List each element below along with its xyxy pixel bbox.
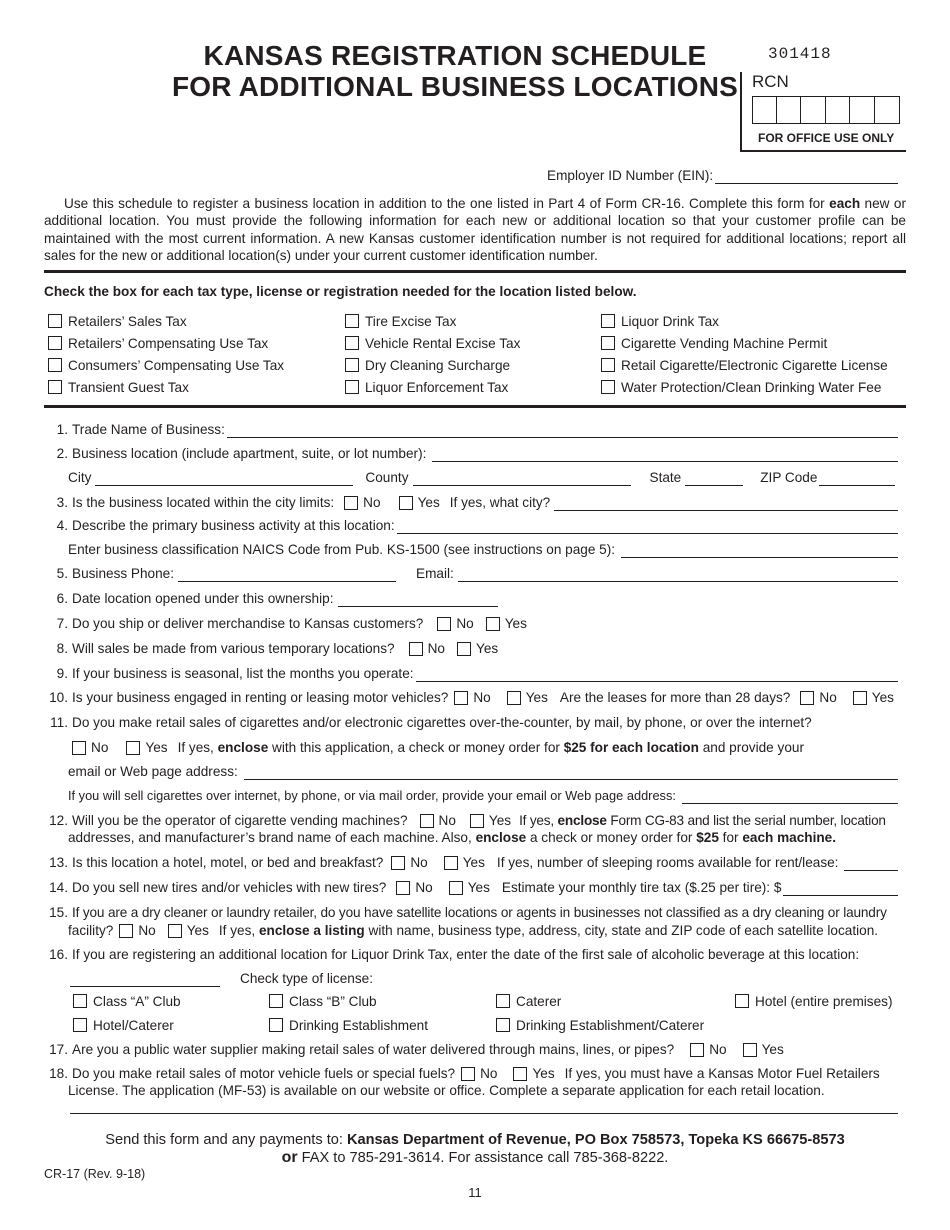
footer-fax: or FAX to 785-291-3614. For assistance call 785-368-8222.	[281, 1149, 669, 1166]
checkbox[interactable]	[743, 1043, 757, 1057]
q4: 4. Describe the primary business activity at this location:	[44, 517, 906, 534]
ein-field[interactable]	[547, 167, 898, 184]
license-option[interactable]: Hotel (entire premises)	[735, 993, 893, 1010]
email-input[interactable]	[458, 569, 898, 582]
q9: 9. If your business is seasonal, list the months you operate:	[44, 665, 906, 682]
q3: 3. Is the business located within the city limits: No Yes If yes, what city?	[44, 494, 906, 511]
checkbox[interactable]	[496, 1018, 510, 1032]
page-title	[150, 40, 760, 102]
q11-yes[interactable]: Yes	[126, 739, 167, 756]
q18-no[interactable]: No	[461, 1065, 497, 1082]
checkbox[interactable]	[269, 1018, 283, 1032]
q18: 18. Do you make retail sales of motor vehicle fuels or special fuels? No Yes If yes, you must have a Kansas Motor Fuel Retailers	[49, 1066, 880, 1081]
checkbox[interactable]	[73, 994, 87, 1008]
divider	[44, 405, 906, 408]
q3-yes[interactable]: Yes	[399, 494, 440, 511]
q13-no[interactable]: No	[391, 854, 427, 871]
form-id: CR-17 (Rev. 9-18)	[44, 1167, 146, 1181]
checkbox[interactable]	[420, 814, 434, 828]
q11-internet: If you will sell cigarettes over internet, by phone, or via mail order, provide your email or Web page address:	[68, 787, 906, 804]
checkbox[interactable]	[507, 691, 521, 705]
checkbox[interactable]	[800, 691, 814, 705]
office-use-label: FOR OFFICE USE ONLY	[758, 131, 895, 145]
city-input[interactable]	[95, 473, 353, 486]
checkbox[interactable]	[457, 642, 471, 656]
license-option[interactable]: Class “A” Club	[73, 993, 181, 1010]
checkbox[interactable]	[449, 881, 463, 895]
q2-address: City County State ZIP Code	[68, 469, 906, 486]
tax-option[interactable]: Retailers’ Compensating Use Tax	[48, 335, 284, 357]
checkbox[interactable]	[391, 856, 405, 870]
tax-col-2	[345, 313, 520, 401]
tax-option[interactable]: Retail Cigarette/Electronic Cigarette License	[601, 357, 888, 379]
checkbox[interactable]	[496, 994, 510, 1008]
q12-no[interactable]: No	[420, 812, 456, 829]
q13: 13. Is this location a hotel, motel, or bed and breakfast? No Yes If yes, number of sleeping rooms available for rent/lease:	[44, 854, 906, 871]
checkbox[interactable]	[345, 380, 359, 394]
q5: 5. Business Phone: Email:	[44, 565, 906, 582]
ein-label: Employer ID Number (EIN):	[547, 168, 714, 183]
tax-option[interactable]: Tire Excise Tax	[345, 313, 520, 335]
date-opened-input[interactable]	[338, 594, 498, 607]
checkbox[interactable]	[399, 496, 413, 510]
checkbox[interactable]	[601, 314, 615, 328]
checkbox[interactable]	[486, 617, 500, 631]
license-option[interactable]: Drinking Establishment/Caterer	[496, 1017, 704, 1034]
tax-option[interactable]: Dry Cleaning Surcharge	[345, 357, 520, 379]
q14-no[interactable]: No	[396, 879, 432, 896]
q3-no[interactable]: No	[344, 494, 380, 511]
checkbox[interactable]	[735, 994, 749, 1008]
business-location-input[interactable]	[432, 449, 898, 462]
q14: 14. Do you sell new tires and/or vehicles with new tires? No Yes Estimate your monthly tire tax ($.25 per tire): $	[44, 879, 906, 896]
checkbox[interactable]	[126, 741, 140, 755]
license-option[interactable]: Caterer	[496, 993, 561, 1010]
title-line-1: KANSAS REGISTRATION SCHEDULE	[203, 40, 707, 71]
checkbox[interactable]	[461, 1067, 475, 1081]
q14-yes[interactable]: Yes	[449, 879, 490, 896]
page-number: 11	[468, 1185, 482, 1200]
q8-no[interactable]: No	[409, 640, 445, 657]
q11-options: No Yes If yes, enclose with this application, a check or money order for $25 for each location and provide your	[72, 739, 906, 756]
divider	[70, 1113, 898, 1114]
q12: 12. Will you be the operator of cigarette vending machines? No Yes If yes, enclose Form CG-83 and list the serial number, location	[49, 813, 886, 828]
tire-tax-input[interactable]	[783, 883, 898, 896]
checkbox[interactable]	[119, 924, 133, 938]
checkbox[interactable]	[601, 380, 615, 394]
tax-option[interactable]: Vehicle Rental Excise Tax	[345, 335, 520, 357]
q17: 17. Are you a public water supplier making retail sales of water delivered through mains, lines, or pipes? No Yes	[49, 1042, 784, 1057]
tax-option[interactable]: Transient Guest Tax	[48, 379, 284, 401]
q4-naics: Enter business classification NAICS Code from Pub. KS-1500 (see instructions on page 5):	[68, 541, 906, 558]
q15: 15. If you are a dry cleaner or laundry retailer, do you have satellite locations or agents in businesses not classified as a dry cleaning or laundry	[49, 905, 887, 920]
q7-no[interactable]: No	[437, 615, 473, 632]
rcn-boxes	[752, 96, 900, 124]
naics-input[interactable]	[621, 545, 898, 558]
checkbox[interactable]	[409, 642, 423, 656]
checkbox[interactable]	[437, 617, 451, 631]
business-activity-input[interactable]	[397, 521, 898, 534]
license-option[interactable]: Hotel/Caterer	[73, 1017, 174, 1034]
rooms-input[interactable]	[844, 858, 898, 871]
checkbox[interactable]	[345, 336, 359, 350]
checkbox[interactable]	[853, 691, 867, 705]
q12-cont: addresses, and manufacturer’s brand name of each machine. Also, enclose a check or money order for $25 for each machine.	[68, 830, 837, 845]
footer-send: Send this form and any payments to: Kansas Department of Revenue, PO Box 758573, Topeka KS 66675-8573	[105, 1132, 845, 1148]
checkbox[interactable]	[168, 924, 182, 938]
internet-email-input[interactable]	[682, 791, 898, 804]
q18-cont: License. The application (MF-53) is available on our website or office. Complete a separate application for each retail location.	[68, 1083, 825, 1098]
seasonal-months-input[interactable]	[416, 669, 898, 682]
q10b-yes[interactable]: Yes	[853, 689, 894, 706]
q17-no[interactable]: No	[690, 1041, 726, 1058]
q18-yes[interactable]: Yes	[513, 1065, 554, 1082]
intro-paragraph: Use this schedule to register a business location in addition to the one listed in Part 4 of Form CR-16. Complete this form for each new or additional location. You must provide the following information for each new or additional location so that your customer profile can be maintained with the most current information. A new Kansas customer identification number is not required for additional locations; report all sales for the new or additional location(s) under your current customer identification number.	[44, 196, 907, 263]
trade-name-input[interactable]	[227, 425, 898, 438]
checkbox[interactable]	[73, 1018, 87, 1032]
q1: 1. Trade Name of Business:	[44, 421, 906, 438]
tax-option[interactable]: Liquor Enforcement Tax	[345, 379, 520, 401]
checkbox[interactable]	[601, 336, 615, 350]
q10-no[interactable]: No	[454, 689, 490, 706]
checkbox[interactable]	[48, 336, 62, 350]
q10b-no[interactable]: No	[800, 689, 836, 706]
q8: 8. Will sales be made from various temporary locations? No Yes	[56, 641, 499, 656]
tax-option[interactable]: Liquor Drink Tax	[601, 313, 888, 335]
checkbox[interactable]	[48, 380, 62, 394]
q17-yes[interactable]: Yes	[743, 1041, 784, 1058]
q16: 16. If you are registering an additional location for Liquor Drink Tax, enter the date of the first sale of alcoholic beverage at this location:	[49, 947, 860, 962]
q12-yes[interactable]: Yes	[470, 812, 511, 829]
q7: 7. Do you ship or deliver merchandise to Kansas customers? No Yes	[56, 616, 527, 631]
checkbox[interactable]	[48, 314, 62, 328]
state-input[interactable]	[685, 473, 743, 486]
q7-yes[interactable]: Yes	[486, 615, 527, 632]
cig-email-input[interactable]	[244, 767, 898, 780]
license-option[interactable]: Drinking Establishment	[269, 1017, 428, 1034]
q8-yes[interactable]: Yes	[457, 640, 498, 657]
checkbox[interactable]	[601, 358, 615, 372]
tax-types-heading: Check the box for each tax type, license or registration needed for the location listed below.	[44, 284, 637, 299]
checkbox[interactable]	[396, 881, 410, 895]
q15-yes[interactable]: Yes	[168, 922, 209, 939]
tax-col-3	[601, 313, 888, 401]
ein-input[interactable]	[715, 171, 898, 184]
phone-input[interactable]	[178, 569, 396, 582]
q10-yes[interactable]: Yes	[507, 689, 548, 706]
q10: 10. Is your business engaged in renting or leasing motor vehicles? No Yes Are the leases for more than 28 days? No Yes	[49, 690, 894, 705]
tax-option[interactable]: Water Protection/Clean Drinking Water Fee	[601, 379, 888, 401]
form-number: 301418	[768, 45, 832, 63]
checkbox[interactable]	[48, 358, 62, 372]
q15-cont: facility? No Yes If yes, enclose a listing with name, business type, address, city, state and ZIP code of each satellite location.	[68, 923, 879, 938]
q6: 6. Date location opened under this ownership:	[44, 590, 906, 607]
q16-date: Check type of license:	[70, 970, 906, 987]
first-sale-date-input[interactable]	[70, 974, 220, 987]
title-line-2: FOR ADDITIONAL BUSINESS LOCATIONS	[171, 71, 739, 102]
checkbox[interactable]	[344, 496, 358, 510]
checkbox[interactable]	[454, 691, 468, 705]
q15-no[interactable]: No	[119, 922, 155, 939]
tax-option[interactable]: Cigarette Vending Machine Permit	[601, 335, 888, 357]
office-use-box	[740, 72, 906, 152]
tax-option[interactable]: Consumers’ Compensating Use Tax	[48, 357, 284, 379]
tax-option[interactable]: Retailers’ Sales Tax	[48, 313, 284, 335]
checkbox[interactable]	[470, 814, 484, 828]
tax-col-1	[48, 313, 284, 401]
checkbox[interactable]	[269, 994, 283, 1008]
q11-email: email or Web page address:	[68, 763, 906, 780]
q2: 2. Business location (include apartment, suite, or lot number):	[44, 445, 906, 462]
rcn-label: RCN	[752, 72, 789, 91]
county-input[interactable]	[413, 473, 631, 486]
zip-input[interactable]	[819, 473, 895, 486]
checkbox[interactable]	[345, 314, 359, 328]
checkbox[interactable]	[345, 358, 359, 372]
checkbox[interactable]	[513, 1067, 527, 1081]
license-option[interactable]: Class “B” Club	[269, 993, 377, 1010]
checkbox[interactable]	[72, 741, 86, 755]
q11-no[interactable]: No	[72, 739, 108, 756]
checkbox[interactable]	[690, 1043, 704, 1057]
city-limits-input[interactable]	[554, 498, 898, 511]
checkbox[interactable]	[444, 856, 458, 870]
q13-yes[interactable]: Yes	[444, 854, 485, 871]
q11: 11. Do you make retail sales of cigarettes and/or electronic cigarettes over-the-counter, by mail, by phone, or over the internet?	[50, 715, 812, 730]
divider	[44, 270, 906, 273]
